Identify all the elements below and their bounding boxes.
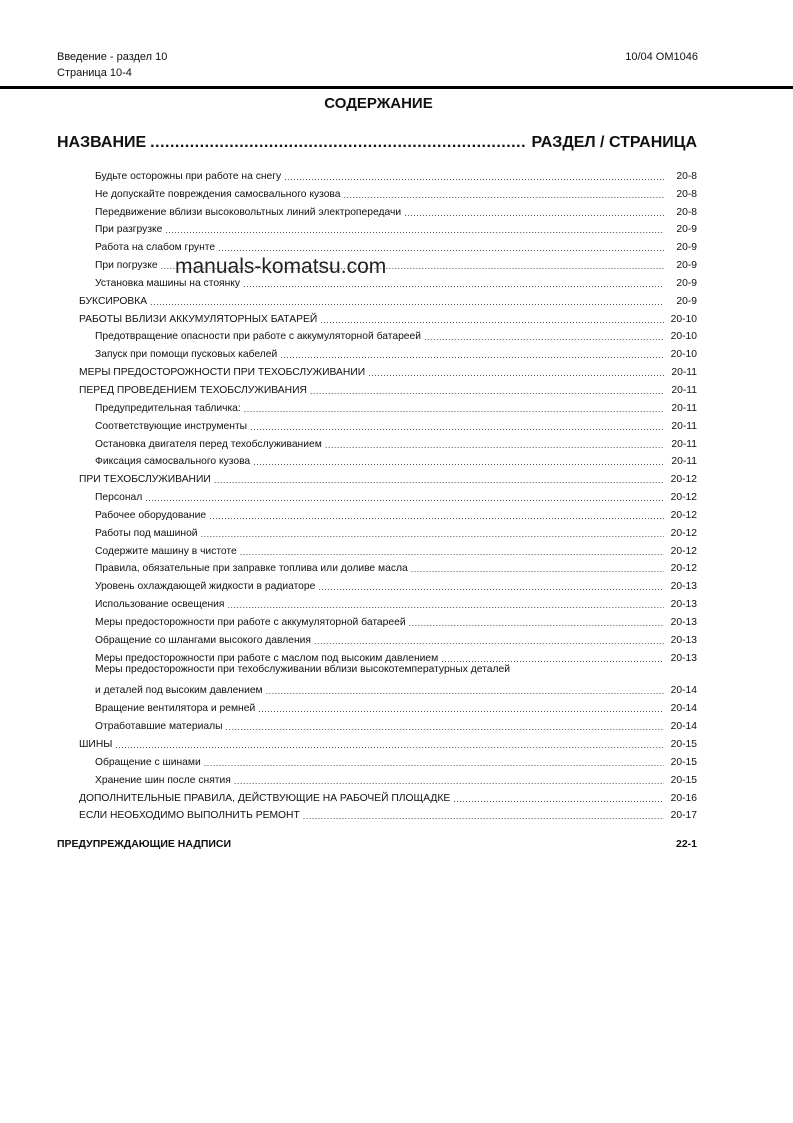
toc-entry-page: 20-16 xyxy=(670,792,697,804)
toc-entry[interactable] xyxy=(79,360,697,378)
toc-entry[interactable] xyxy=(79,750,697,768)
toc-entry-title: ЕСЛИ НЕОБХОДИМО ВЫПОЛНИТЬ РЕМОНТ xyxy=(79,810,300,822)
toc-entry-title: Отработавшие материалы xyxy=(95,721,223,733)
toc-entry-page: 20-12 xyxy=(670,563,697,575)
toc-entry-title: ДОПОЛНИТЕЛЬНЫЕ ПРАВИЛА, ДЕЙСТВУЮЩИЕ НА РАБОЧЕЙ ПЛОЩАДКЕ xyxy=(79,792,451,804)
dot-leader xyxy=(411,564,664,574)
toc-entry[interactable] xyxy=(79,342,697,360)
toc-entry-title: Соответствующие инструменты xyxy=(95,420,248,432)
toc-entry[interactable] xyxy=(79,646,697,664)
toc-entry-page: 20-13 xyxy=(670,616,697,628)
toc-entry-page: 20-15 xyxy=(670,756,697,768)
toc-entry-page: 20-9 xyxy=(676,295,697,307)
toc-entry[interactable] xyxy=(79,539,697,557)
toc-entry-title: Меры предосторожности при техобслуживании вблизи высокотемпературных деталей xyxy=(95,663,510,675)
toc-entry-title: Установка машины на стоянку xyxy=(95,277,241,289)
toc-entry[interactable] xyxy=(79,396,697,414)
toc-entry-page: 20-11 xyxy=(671,420,697,432)
toc-entry[interactable] xyxy=(79,521,697,539)
toc-entry-title: Рабочее оборудование xyxy=(95,509,207,521)
watermark: manuals-komatsu.com xyxy=(175,255,387,278)
toc-entry-title: При погрузке xyxy=(95,260,158,272)
toc-entry-title: Предупредительная табличка: xyxy=(95,402,241,414)
toc-entry-page: 20-8 xyxy=(676,206,697,218)
toc-entry[interactable] xyxy=(79,485,697,503)
toc-entry-title: Работа на слабом грунте xyxy=(95,242,216,254)
toc-entry-title: Предотвращение опасности при работе с аккумуляторной батареей xyxy=(95,331,422,343)
page-title: СОДЕРЖАНИЕ xyxy=(324,95,433,112)
toc-entry[interactable] xyxy=(79,804,697,822)
toc-entry-page: 20-15 xyxy=(670,739,697,750)
dot-leader xyxy=(250,422,664,432)
header-doc-code: 10/04 OM1046 xyxy=(625,51,698,63)
toc-entry-title: РАБОТЫ ВБЛИЗИ АККУМУЛЯТОРНЫХ БАТАРЕЙ xyxy=(79,313,318,325)
toc-entry-page: 20-8 xyxy=(676,188,697,200)
toc-entry-page: 20-9 xyxy=(676,224,697,236)
toc-entry-title: Фиксация самосвального кузова xyxy=(95,456,251,468)
toc-entry-page: 20-12 xyxy=(670,492,697,504)
toc-entry[interactable] xyxy=(79,325,697,343)
toc-entry-page: 20-10 xyxy=(670,331,697,343)
toc-entry[interactable] xyxy=(79,378,697,396)
toc-entry-page: 20-8 xyxy=(676,170,697,182)
toc-entry-page: 20-12 xyxy=(670,527,697,539)
toc-entry[interactable] xyxy=(79,271,697,289)
toc-entry-page: 20-11 xyxy=(671,384,697,396)
toc-entry-page: 20-12 xyxy=(670,474,697,486)
header-rule xyxy=(0,86,793,89)
dot-leader xyxy=(368,368,664,378)
column-name: НАЗВАНИЕ xyxy=(57,134,147,151)
toc-entry-page: 20-11 xyxy=(671,367,697,379)
dot-leader xyxy=(201,529,664,539)
toc-entry[interactable] xyxy=(79,182,697,200)
dot-leader xyxy=(284,172,664,182)
dot-leader xyxy=(253,457,664,467)
toc-entry-title: Использование освещения xyxy=(95,599,225,611)
toc-entry-title: Меры предосторожности при работе с маслом под высоким давлением xyxy=(95,652,439,664)
header-page: Страница 10-4 xyxy=(57,67,132,79)
toc-entry[interactable] xyxy=(79,610,697,628)
toc-entry[interactable] xyxy=(79,768,697,786)
toc-entry[interactable] xyxy=(79,432,697,450)
toc-entry-page: 20-9 xyxy=(676,242,697,254)
toc-entry-title-cont: и деталей под высоким давлением xyxy=(95,685,263,697)
toc-entry-page: 20-12 xyxy=(670,545,697,557)
dot-leader xyxy=(320,315,664,325)
toc-entry-title: Не допускайте повреждения самосвального кузова xyxy=(95,188,341,200)
toc-entry-title: Уровень охлаждающей жидкости в радиаторе xyxy=(95,581,316,593)
dot-leader xyxy=(150,297,664,307)
dot-leader xyxy=(344,190,664,200)
dot-leader xyxy=(234,776,664,786)
toc-entry-title: Обращение с шинами xyxy=(95,756,201,768)
dot-leader xyxy=(258,704,664,714)
toc-entry-page: 20-12 xyxy=(670,509,697,521)
toc-entry[interactable] xyxy=(79,467,697,485)
toc-entry-page: 20-17 xyxy=(670,810,697,822)
toc-entry[interactable] xyxy=(79,714,697,732)
toc-entry[interactable] xyxy=(79,574,697,592)
toc-entry-page: 20-10 xyxy=(670,313,697,325)
dot-leader xyxy=(226,722,665,732)
dot-leader xyxy=(404,208,664,218)
toc-entry[interactable] xyxy=(79,557,697,575)
toc-entry-page: 20-13 xyxy=(670,634,697,646)
toc-entry-title: БУКСИРОВКА xyxy=(79,295,148,307)
toc-next-section[interactable] xyxy=(57,838,697,850)
toc-entry-title: Обращение со шлангами высокого давления xyxy=(95,634,311,646)
next-section-page: 22-1 xyxy=(675,838,697,850)
toc-entry-title: Хранение шин после снятия xyxy=(95,774,231,786)
toc-entry-page: 20-14 xyxy=(670,685,697,697)
toc-entry-page: 20-13 xyxy=(670,652,697,664)
dot-leader xyxy=(266,686,664,696)
toc-entry[interactable] xyxy=(79,253,697,271)
toc-entry[interactable] xyxy=(79,200,697,218)
toc-entry[interactable] xyxy=(79,235,697,253)
dot-leader xyxy=(424,332,664,342)
dot-leader xyxy=(228,600,665,610)
dot-leader xyxy=(244,404,664,414)
column-page: РАЗДЕЛ / СТРАНИЦА xyxy=(531,134,697,151)
toc-entry[interactable] xyxy=(79,164,697,182)
toc-entry[interactable] xyxy=(79,289,697,307)
toc-entry-title: ПЕРЕД ПРОВЕДЕНИЕМ ТЕХОБСЛУЖИВАНИЯ xyxy=(79,384,307,396)
toc-entry-page: 20-14 xyxy=(670,703,697,715)
dot-leader xyxy=(325,440,664,450)
toc-entry[interactable] xyxy=(79,450,697,468)
toc-entry-page: 20-11 xyxy=(671,402,697,414)
toc-entry-title: Персонал xyxy=(95,492,143,504)
dot-leader xyxy=(243,279,664,289)
dot-leader xyxy=(280,350,664,360)
toc-entry-title: При разгрузке xyxy=(95,224,163,236)
toc-entry-title: Правила, обязательные при заправке топлива или доливе масла xyxy=(95,563,408,575)
toc-entry-page: 20-15 xyxy=(670,774,697,786)
dot-leader xyxy=(145,493,664,503)
toc-entry-title: ПРИ ТЕХОБСЛУЖИВАНИИ xyxy=(79,474,211,486)
toc-entry-title: ШИНЫ xyxy=(79,739,113,750)
toc-entry-page: 20-11 xyxy=(671,456,697,468)
dot-leader xyxy=(409,618,664,628)
toc-entry[interactable] xyxy=(79,218,697,236)
toc-entry-title: Содержите машину в чистоте xyxy=(95,545,237,557)
next-section-title: ПРЕДУПРЕЖДАЮЩИЕ НАДПИСИ xyxy=(57,838,232,850)
dot-leader xyxy=(441,654,664,664)
toc-entry[interactable] xyxy=(79,696,697,714)
header-section: Введение - раздел 10 xyxy=(57,51,168,63)
toc-entry-page: 20-11 xyxy=(671,438,697,450)
toc-entry-page: 20-14 xyxy=(670,721,697,733)
dot-leader xyxy=(318,582,664,592)
toc-entry-title: Вращение вентилятора и ремней xyxy=(95,703,256,715)
toc-entry-page: 20-13 xyxy=(670,599,697,611)
dot-leader xyxy=(218,243,664,253)
toc-entry[interactable] xyxy=(79,664,697,697)
dot-leader xyxy=(209,511,664,521)
toc-entry[interactable] xyxy=(79,628,697,646)
dot-leader xyxy=(240,547,664,557)
dot-leader xyxy=(214,475,664,485)
toc-entry-title: Будьте осторожны при работе на снегу xyxy=(95,170,282,182)
toc-entry-title: Передвижение вблизи высоковольтных линий электропередачи xyxy=(95,206,402,218)
toc-entry-title: Остановка двигателя перед техобслуживанием xyxy=(95,438,322,450)
toc-entry-title: Запуск при помощи пусковых кабелей xyxy=(95,349,278,361)
toc-entry-title: Меры предосторожности при работе с аккумуляторной батареей xyxy=(95,616,406,628)
toc-entry[interactable] xyxy=(79,732,697,750)
toc-entry-title: МЕРЫ ПРЕДОСТОРОЖНОСТИ ПРИ ТЕХОБСЛУЖИВАНИИ xyxy=(79,367,366,379)
toc-entry-page: 20-13 xyxy=(670,581,697,593)
toc-entry-page: 20-9 xyxy=(676,260,697,272)
toc-entry-page: 20-10 xyxy=(670,349,697,361)
toc-entry-title: Работы под машиной xyxy=(95,527,198,539)
toc-entry-page: 20-9 xyxy=(676,277,697,289)
dot-leader xyxy=(453,794,664,804)
dot-leader xyxy=(310,386,664,396)
dot-leader xyxy=(314,636,664,646)
dot-leader xyxy=(204,758,664,768)
toc-entry[interactable] xyxy=(79,503,697,521)
dot-leader xyxy=(165,225,664,235)
dot-leader xyxy=(115,740,664,750)
toc-entry[interactable] xyxy=(79,786,697,804)
dot-leader xyxy=(150,134,527,152)
toc-column-header xyxy=(57,134,697,152)
toc-entry[interactable] xyxy=(79,307,697,325)
toc-entry[interactable] xyxy=(79,414,697,432)
toc-list xyxy=(79,164,697,821)
dot-leader xyxy=(303,811,664,821)
toc-entry[interactable] xyxy=(79,592,697,610)
